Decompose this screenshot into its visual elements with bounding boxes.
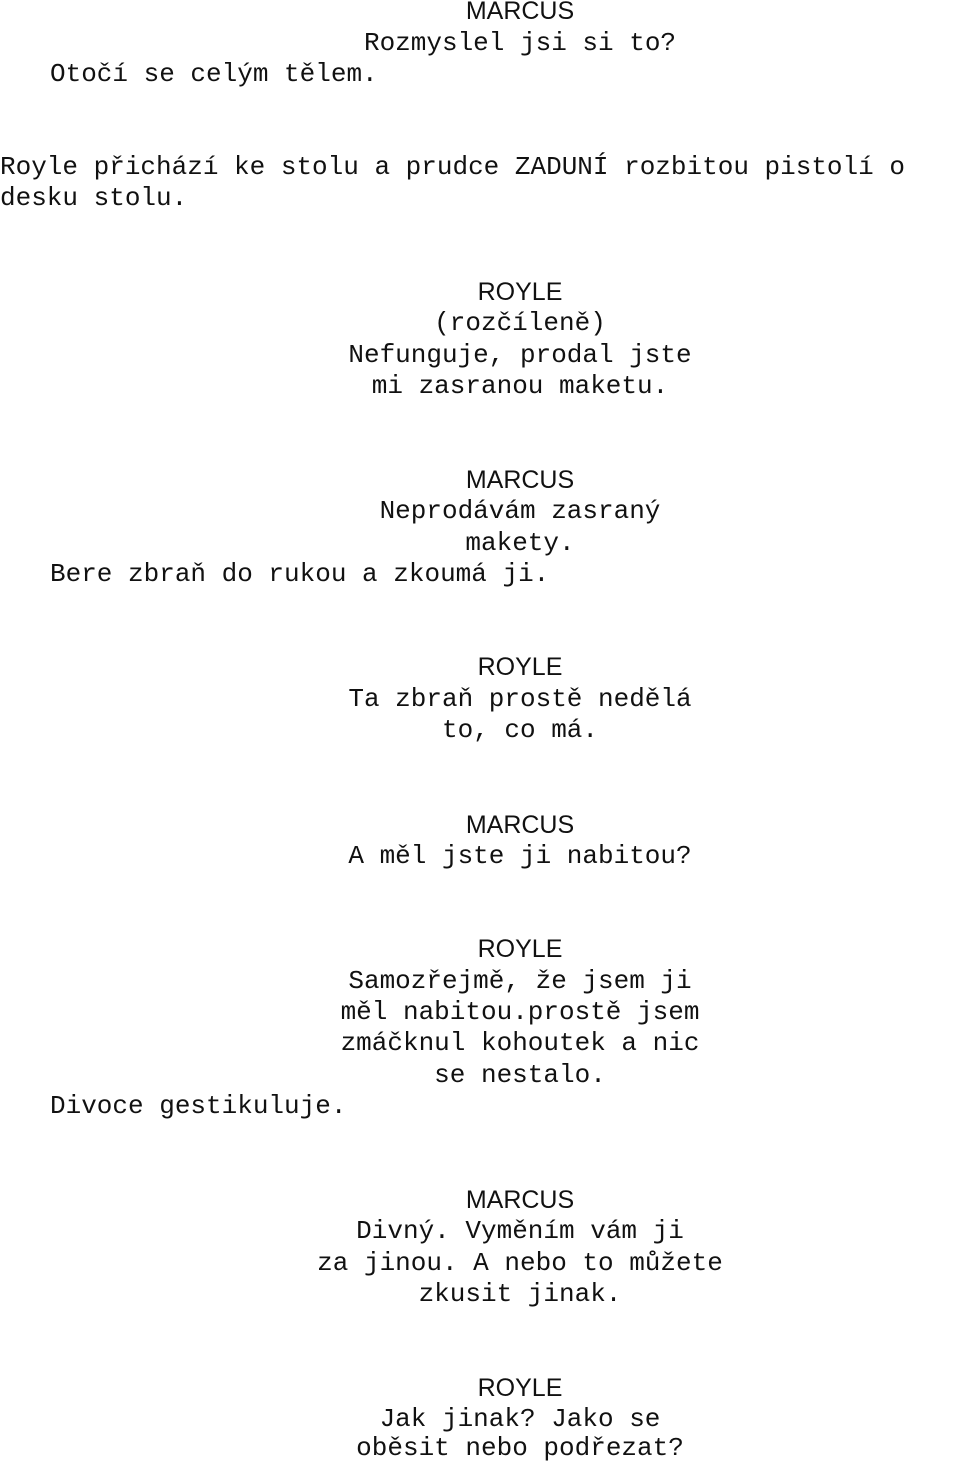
character-cue: MARCUS: [465, 811, 575, 839]
dialogue-line: oběsit nebo podřezat?: [356, 1433, 684, 1463]
dialogue-line: Divný. Vyměním vám ji: [356, 1216, 684, 1246]
character-cue: MARCUS: [465, 0, 575, 25]
dialogue-line: Jak jinak? Jako se: [379, 1404, 661, 1434]
dialogue-line: Samozřejmě, že jsem ji: [348, 966, 692, 996]
character-cue: ROYLE: [477, 653, 563, 681]
dialogue-line: Ta zbraň prostě nedělá: [348, 684, 692, 714]
dialogue-line: zkusit jinak.: [418, 1279, 622, 1309]
character-cue: ROYLE: [477, 1374, 563, 1402]
dialogue-line: za jinou. A nebo to můžete: [317, 1248, 723, 1278]
dialogue-line: to, co má.: [441, 715, 599, 745]
dialogue-line: Rozmyslel jsi si to?: [363, 28, 677, 58]
dialogue-line: mi zasranou maketu.: [371, 371, 669, 401]
action-line: desku stolu.: [0, 183, 188, 213]
dialogue-line: Neprodávám zasraný: [379, 496, 661, 526]
parenthetical: (rozčíleně): [434, 308, 606, 338]
action-line: Divoce gestikuluje.: [50, 1091, 347, 1121]
action-line: Otočí se celým tělem.: [50, 59, 378, 89]
dialogue-line: makety.: [465, 528, 575, 558]
action-line: Royle přichází ke stolu a prudce ZADUNÍ rozbitou pistolí o: [0, 152, 905, 182]
character-cue: ROYLE: [477, 278, 563, 306]
dialogue-line: se nestalo.: [434, 1060, 606, 1090]
character-cue: MARCUS: [465, 466, 575, 494]
character-cue: ROYLE: [477, 935, 563, 963]
action-line: Bere zbraň do rukou a zkoumá ji.: [50, 559, 550, 589]
dialogue-line: zmáčknul kohoutek a nic: [340, 1028, 700, 1058]
dialogue-line: A měl jste ji nabitou?: [348, 841, 692, 871]
character-cue: MARCUS: [465, 1186, 575, 1214]
dialogue-line: měl nabitou.prostě jsem: [340, 997, 700, 1027]
dialogue-line: Nefunguje, prodal jste: [348, 340, 692, 370]
